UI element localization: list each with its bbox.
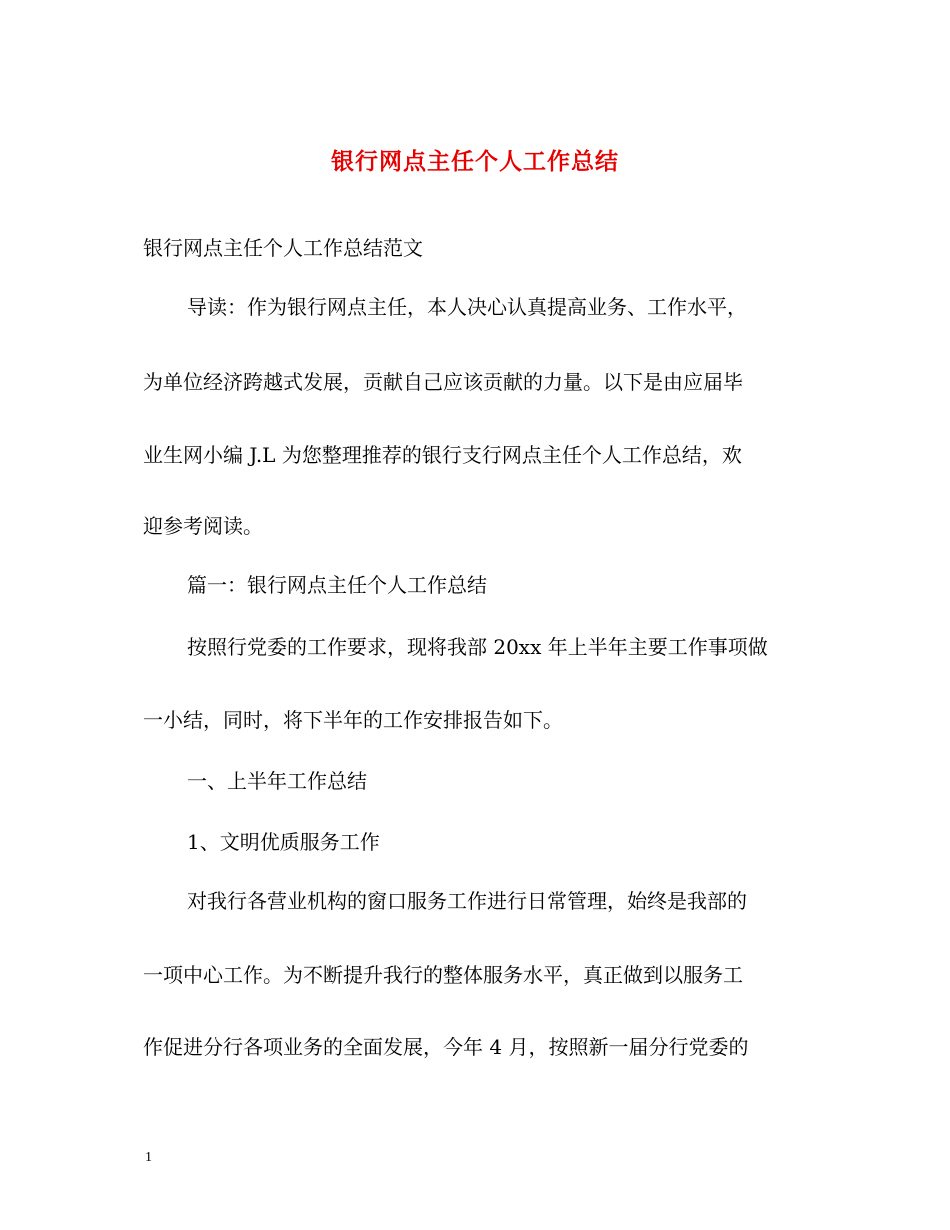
document-title: 银行网点主任个人工作总结	[331, 148, 619, 175]
page-number: 1	[145, 1150, 152, 1165]
paragraph-line: 业生网小编 J.L 为您整理推荐的银行支行网点主任个人工作总结，欢	[143, 443, 742, 467]
document-subtitle: 银行网点主任个人工作总结范文	[143, 236, 423, 260]
paragraph-line: 导读：作为银行网点主任，本人决心认真提高业务、工作水平，	[187, 295, 747, 319]
paragraph-line: 一小结，同时，将下半年的工作安排报告如下。	[143, 708, 563, 732]
paragraph-line: 为单位经济跨越式发展，贡献自己应该贡献的力量。以下是由应届毕	[143, 370, 743, 394]
paragraph-line: 作促进分行各项业务的全面发展，今年 4 月，按照新一届分行党委的	[143, 1035, 749, 1059]
paragraph-line: 迎参考阅读。	[143, 514, 263, 538]
paragraph-line: 按照行党委的工作要求，现将我部 20xx 年上半年主要工作事项做	[187, 635, 768, 659]
paragraph-line: 对我行各营业机构的窗口服务工作进行日常管理，始终是我部的	[187, 889, 747, 913]
section-heading: 篇一：银行网点主任个人工作总结	[187, 573, 487, 597]
paragraph-line: 一项中心工作。为不断提升我行的整体服务水平，真正做到以服务工	[143, 963, 743, 987]
subsection-heading: 1、文明优质服务工作	[187, 830, 380, 854]
section-heading: 一、上半年工作总结	[187, 769, 367, 793]
